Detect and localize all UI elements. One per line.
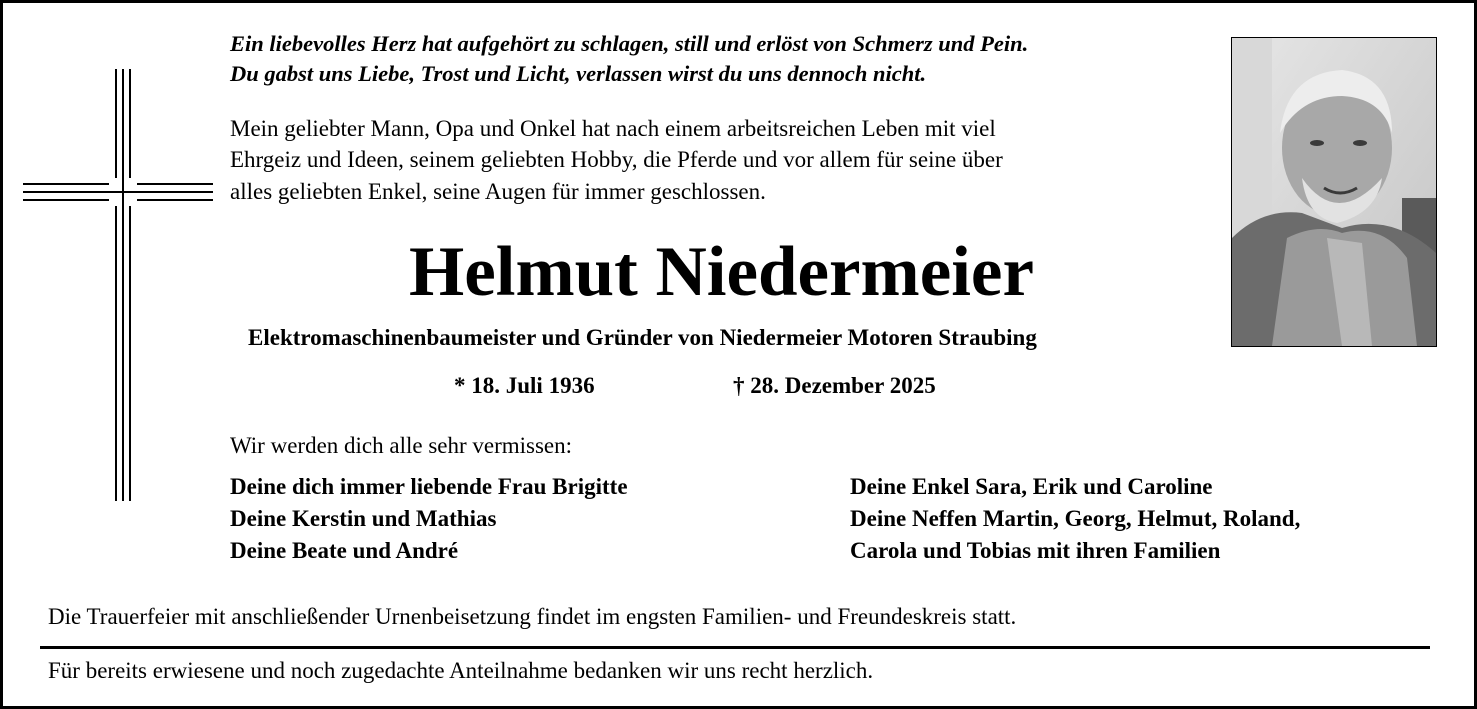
mourner-left-1: Deine dich immer liebende Frau Brigitte [230, 474, 628, 499]
birth-date: * 18. Juli 1936 [454, 373, 595, 398]
motto-line-1: Ein liebevolles Herz hat aufgehört zu schlagen, still und erlöst von Schmerz und Pein. [230, 31, 1029, 56]
intro-line-3: alles geliebten Enkel, seine Augen für immer geschlossen. [230, 179, 766, 204]
mourner-right-1: Deine Enkel Sara, Erik und Caroline [850, 474, 1213, 499]
deceased-profession: Elektromaschinenbaumeister und Gründer von Niedermeier Motoren Straubing [248, 325, 1037, 350]
ceremony-info: Die Trauerfeier mit anschließender Urnenbeisetzung findet im engsten Familien- und Freundeskreis statt. [48, 604, 1017, 629]
mourner-left-2: Deine Kerstin und Mathias [230, 506, 497, 531]
mourner-right-2: Deine Neffen Martin, Georg, Helmut, Roland, [850, 506, 1301, 531]
divider [40, 646, 1430, 649]
death-date: † 28. Dezember 2025 [733, 373, 936, 398]
mourners-intro: Wir werden dich alle sehr vermissen: [230, 433, 573, 458]
intro-line-2: Ehrgeiz und Ideen, seinem geliebten Hobby, die Pferde und vor allem für seine über [230, 147, 1003, 172]
intro-line-1: Mein geliebter Mann, Opa und Onkel hat nach einem arbeitsreichen Leben mit viel [230, 116, 996, 141]
thanks-note: Für bereits erwiesene und noch zugedachte Anteilnahme bedanken wir uns recht herzlich. [48, 658, 874, 683]
motto-line-2: Du gabst uns Liebe, Trost und Licht, verlassen wirst du uns dennoch nicht. [230, 61, 927, 86]
portrait-photo [1231, 37, 1437, 347]
deceased-name: Helmut Niedermeier [409, 233, 1034, 311]
mourner-right-3: Carola und Tobias mit ihren Familien [850, 538, 1221, 563]
mourner-left-3: Deine Beate und André [230, 538, 459, 563]
